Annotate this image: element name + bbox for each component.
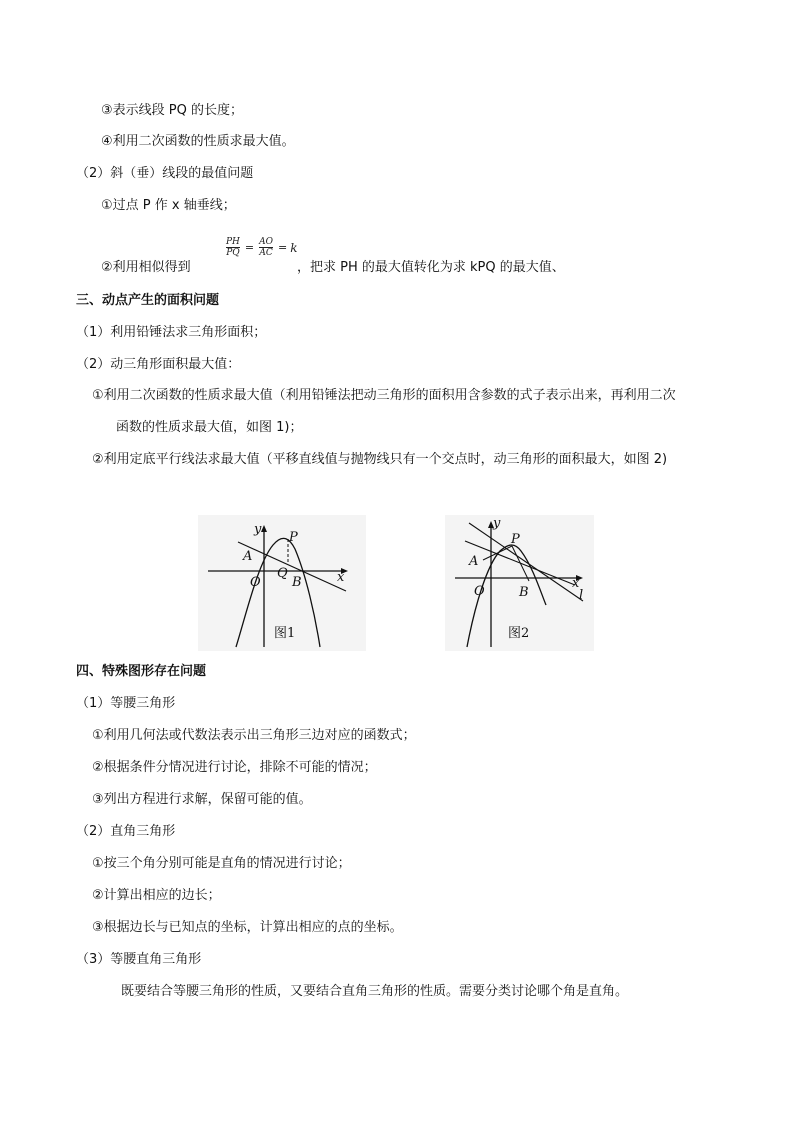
constant-k: k <box>290 240 298 255</box>
similarity-formula <box>224 237 298 258</box>
axis-label-y: y <box>254 522 262 537</box>
fraction-numerator: PH <box>226 237 240 247</box>
text-line: ①按三个角分别可能是直角的情况进行讨论； <box>92 856 351 871</box>
equals-sign: = <box>278 241 288 254</box>
figure-2 <box>445 515 594 651</box>
axis-label-x: x <box>572 576 580 591</box>
text-line: ②计算出相应的边长； <box>92 888 221 903</box>
axis-label-x: x <box>337 570 345 585</box>
text-line: ②利用相似得到 <box>101 260 191 275</box>
section-heading: 四、特殊图形存在问题 <box>76 664 207 679</box>
figure-caption: 图1 <box>274 626 296 641</box>
fraction-denominator: PQ <box>226 248 240 258</box>
text-line: ②根据条件分情况进行讨论，排除不可能的情况； <box>92 760 377 775</box>
text-line: ③列出方程进行求解，保留可能的值。 <box>92 792 312 807</box>
text-line: ①利用二次函数的性质求最大值（利用铅锤法把动三角形的面积用含参数的式子表示出来，再利用二次 <box>92 388 676 403</box>
fraction-numerator: AO <box>259 237 274 247</box>
text-line: ①过点 P 作 x 轴垂线； <box>101 198 236 213</box>
text-line: 既要结合等腰三角形的性质，又要结合直角三角形的性质。需要分类讨论哪个角是直角。 <box>121 984 629 999</box>
text-line: （2）动三角形面积最大值： <box>76 357 241 372</box>
fraction-denominator: AC <box>259 248 273 258</box>
text-line: ④利用二次函数的性质求最大值。 <box>101 134 295 149</box>
text-line: ②利用定底平行线法求最大值（平移直线值与抛物线只有一个交点时，动三角形的面积最大，如图 2) <box>92 452 668 467</box>
subsection-heading: （2）直角三角形 <box>76 824 176 839</box>
subsection-heading: （3）等腰直角三角形 <box>76 952 202 967</box>
text-line: （1）利用铅锤法求三角形面积； <box>76 325 267 340</box>
section-heading: 三、动点产生的面积问题 <box>76 293 220 308</box>
equals-sign: = <box>244 241 255 254</box>
point-label-b: B <box>519 585 529 600</box>
text-line: ③表示线段 PQ 的长度； <box>101 103 243 118</box>
text-line: ①利用几何法或代数法表示出三角形三边对应的函数式； <box>92 728 416 743</box>
point-label-b: B <box>292 575 302 590</box>
point-label-a: A <box>469 554 479 569</box>
text-line: 函数的性质求最大值，如图 1)； <box>116 420 303 435</box>
figure-caption: 图2 <box>508 626 530 641</box>
point-label-a: A <box>243 549 253 564</box>
subsection-heading: （2）斜（垂）线段的最值问题 <box>76 166 254 181</box>
point-label-o: O <box>250 575 261 590</box>
axis-label-y: y <box>493 516 501 531</box>
text-line: ③根据边长与已知点的坐标，计算出相应的点的坐标。 <box>92 920 403 935</box>
point-label-q: Q <box>277 566 288 581</box>
point-label-o: O <box>474 584 485 599</box>
subsection-heading: （1）等腰三角形 <box>76 696 176 711</box>
point-label-p: P <box>289 530 298 545</box>
text-line: ，把求 PH 的最大值转化为求 kPQ 的最大值、 <box>297 260 565 275</box>
point-label-p: P <box>511 532 520 547</box>
line-label-l: l <box>579 588 584 603</box>
figure-1 <box>198 515 366 651</box>
